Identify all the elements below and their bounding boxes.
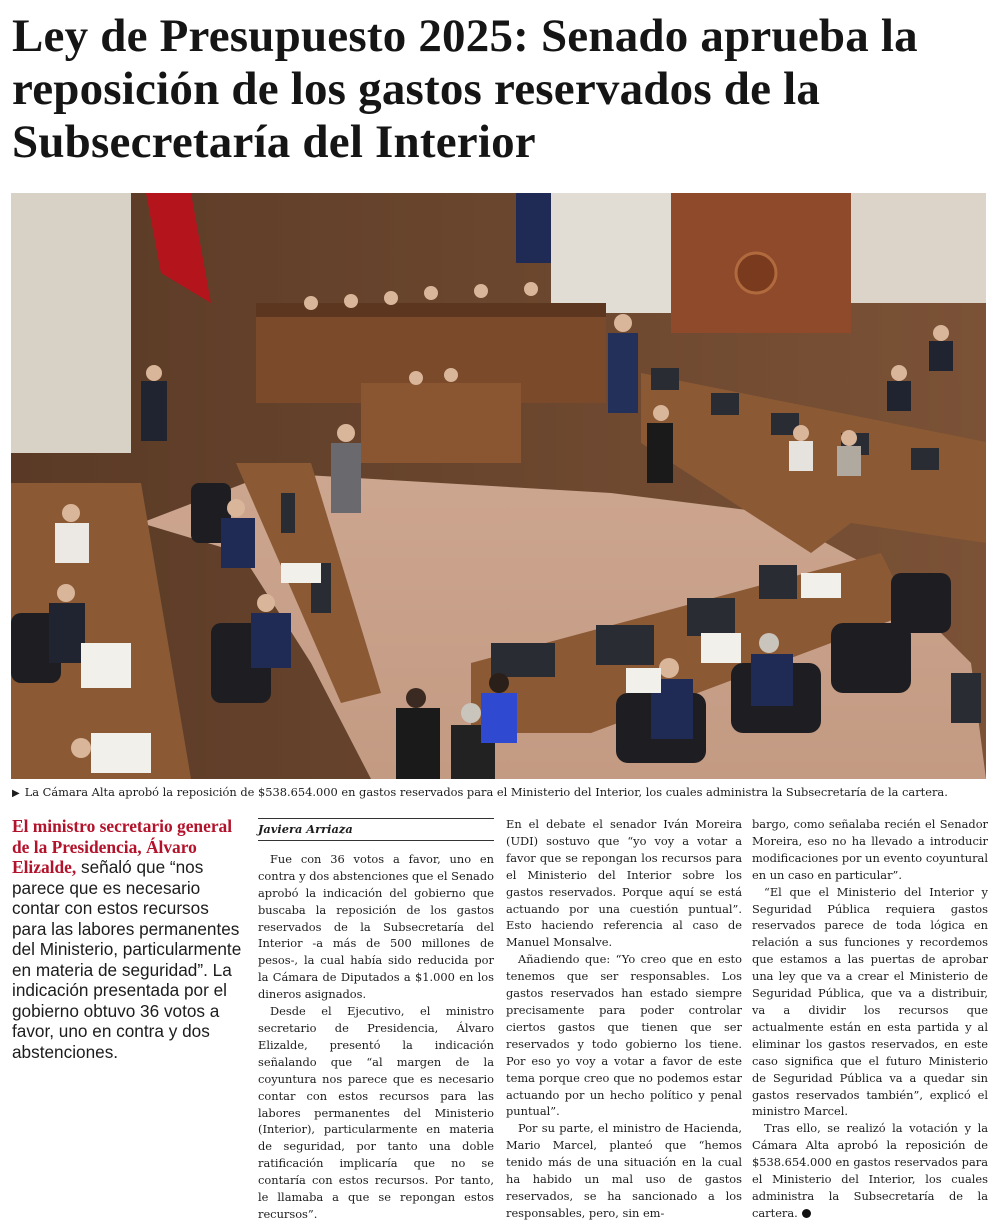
window-panel xyxy=(551,193,671,313)
secretary-desk xyxy=(361,383,521,463)
photo-caption xyxy=(12,784,988,802)
end-of-article-icon xyxy=(802,1209,811,1218)
senate-flag xyxy=(516,193,551,263)
lead-highlight: El ministro secretario general de la Presidencia, Álvaro Elizalde, xyxy=(12,816,233,877)
paragraph: “El que el Ministerio del Interior y Seguridad Pública requiera gastos reservados parece de toda lógica en relación a sus funciones y recordemos que estamos a las puertas de aprobar una ley que va a crear el Ministerio de Seguridad Pública, que va a distribuir, va a dividir los recursos que actualmente están en esta partida y al eliminar los gastos reservados, en este caso significa que el futuro Ministerio de Seguridad Pública va a quedar sin gastos reservados también”, explicó el ministro Marcel. xyxy=(752,884,988,1119)
headline: Ley de Presupuesto 2025: Senado aprueba la reposición de los gastos reservados de la Subsecretaría del Interior xyxy=(12,10,918,168)
paragraph: En el debate el senador Iván Moreira (UDI) sostuvo que “yo voy a votar a favor que se repongan los recursos para el Ministerio del Interior sobre los gastos reservados. Porque aquí se está actuando por una cuestión puntual”. Esto haciendo referencia al caso de Manuel Monsalve. xyxy=(506,817,742,950)
paragraph: Añadiendo que: “Yo creo que en esto tenemos que ser responsables. Los gastos reservados han estado siempre precisamente para poder controlar ciertos gastos que tienen que ser reservados y todo gobierno los tiene. Por eso yo voy a votar a favor de este tema porque creo que no podemos estar actuando por un hecho político y penal puntual”. xyxy=(506,952,742,1119)
article-column-2 xyxy=(506,816,742,1222)
closing-paragraph-text: Tras ello, se realizó la votación y la Cámara Alta aprobó la reposición de $538.654.000 en gastos reservados para el Ministerio del Interior, los cuales administra la Subsecretaría de la cartera. xyxy=(752,1121,988,1220)
article-column-1 xyxy=(258,816,494,1223)
caption-text: La Cámara Alta aprobó la reposición de $538.654.000 en gastos reservados para el Ministerio del Interior, los cuales administra la Subsecretaría de la cartera. xyxy=(24,785,948,799)
paragraph xyxy=(752,1120,988,1221)
article-column-3 xyxy=(752,816,988,1222)
lead-text: señaló que “nos parece que es necesario contar con estos recursos para las labores permanentes del Ministerio, particularmente en materia de seguridad”. La indicación presentada por el gobierno obtuvo 36 votos a favor, uno en contra y dos abstenciones. xyxy=(12,857,242,1062)
door-emblem xyxy=(736,253,776,293)
senate-chamber-photo xyxy=(11,193,986,779)
paragraph: bargo, como señalaba recién el Senador Moreira, eso no ha llevado a introducir modificaciones por un evento coyuntural en un caso en particular”. xyxy=(752,817,988,882)
lead-summary xyxy=(12,816,246,1062)
paragraph: Por su parte, el ministro de Hacienda, Mario Marcel, planteó que “hemos tenido más de una situación en la cual ha habido un mal uso de gastos reservados, se ha sancionado a los responsables, pero, sin em- xyxy=(506,1121,742,1220)
paragraph: Fue con 36 votos a favor, uno en contra y dos abstenciones que el Senado aprobó la indicación del gobierno que buscaba la reposición de los gastos reservados de la Subsecretaría del Interior -a más de 500 millones de pesos-, la cual había sido reducida por la Cámara de Diputados a $1.000 en los dineros asignados. xyxy=(258,851,494,1002)
photo-illustration xyxy=(11,193,986,779)
caption-marker-icon: ▶ xyxy=(12,788,20,799)
left-wall xyxy=(11,193,131,453)
byline: Javiera Arriaza xyxy=(258,818,494,841)
paragraph: Desde el Ejecutivo, el ministro secretario de Presidencia, Álvaro Elizalde, presentó la indicación señalando que “al margen de la coyuntura nos parece que es necesario contar con estos recursos para las labores permanentes del Ministerio (Interior), particularmente en materia de seguridad, por tanto una doble ratificación implicaría que no se contaría con estos recursos. Por tanto, le llamaba a que se repongan estos recursos”. xyxy=(258,1004,494,1221)
right-wall xyxy=(851,193,986,303)
